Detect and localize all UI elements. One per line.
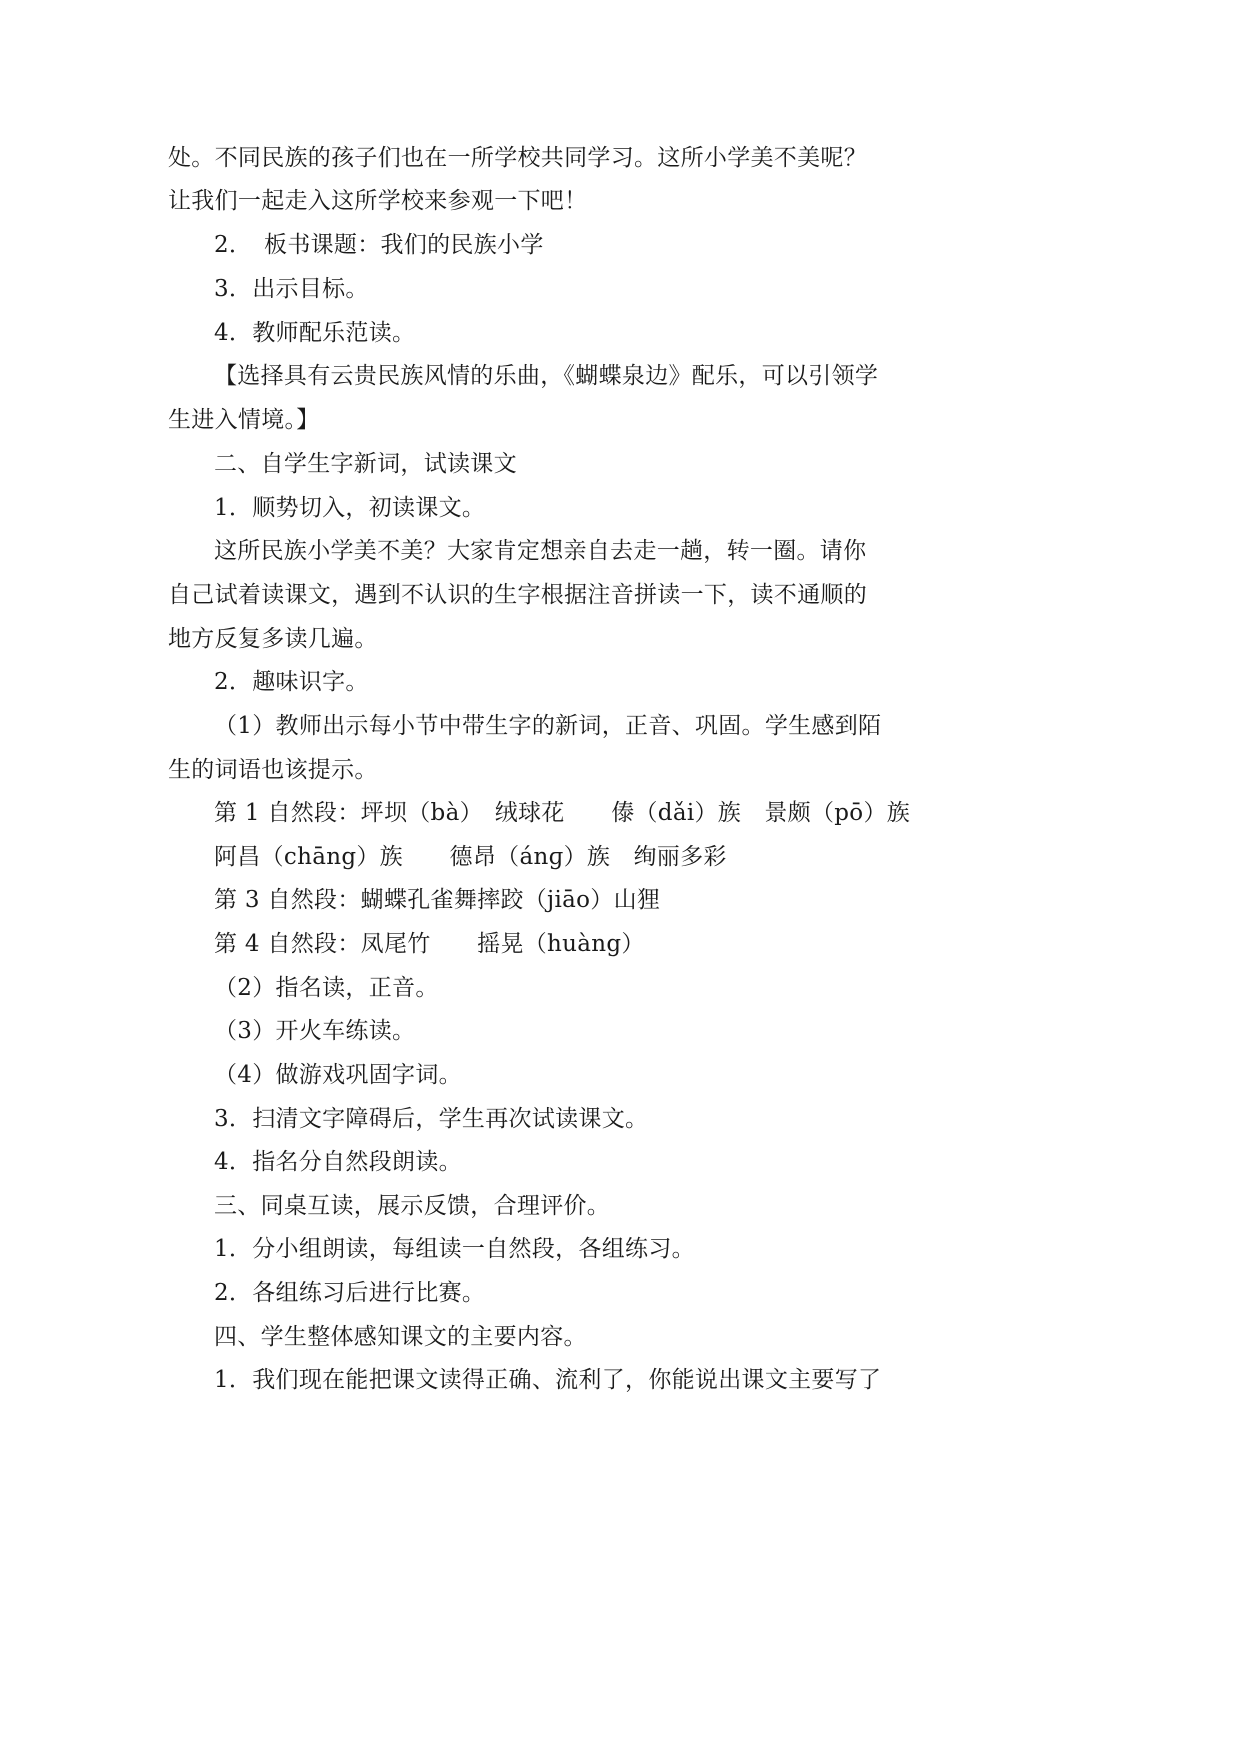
text-line: 生进入情境。】 [168, 407, 320, 433]
section-heading: 三、同桌互读，展示反馈，合理评价。 [214, 1193, 611, 1219]
section-heading: 二、自学生字新词，试读课文 [214, 451, 517, 477]
text-line: 3．出示目标。 [214, 276, 369, 302]
text-line: 阿昌（chāng）族 德昂（ánɡ）族 绚丽多彩 [214, 844, 727, 870]
text-line: 这所民族小学美不美？大家肯定想亲自去走一趟，转一圈。请你 [214, 538, 867, 564]
text-line: 第 3 自然段：蝴蝶孔雀舞摔跤（jiāo）山狸 [214, 887, 661, 913]
text-line: 2．趣味识字。 [214, 669, 369, 695]
section-heading: 四、学生整体感知课文的主要内容。 [214, 1324, 587, 1350]
text-line: 生的词语也该提示。 [168, 757, 378, 783]
text-line: 自己试着读课文，遇到不认识的生字根据注音拼读一下，读不通顺的 [168, 582, 867, 608]
text-line: 4．教师配乐范读。 [214, 320, 416, 346]
text-line: 第 4 自然段：凤尾竹 摇晃（huàng） [214, 931, 645, 957]
text-line: （3）开火车练读。 [214, 1018, 416, 1044]
text-line: 1．顺势切入，初读课文。 [214, 495, 486, 521]
text-line: 处。不同民族的孩子们也在一所学校共同学习。这所小学美不美呢？ [168, 145, 867, 171]
text-line: 让我们一起走入这所学校来参观一下吧！ [168, 188, 588, 214]
text-line: （4）做游戏巩固字词。 [214, 1062, 462, 1088]
text-line: 【选择具有云贵民族风情的乐曲，《蝴蝶泉边》配乐，可以引领学 [214, 363, 879, 389]
text-line: （2）指名读，正音。 [214, 975, 439, 1001]
text-line: 3．扫清文字障碍后，学生再次试读课文。 [214, 1106, 649, 1132]
text-line: 1．我们现在能把课文读得正确、流利了，你能说出课文主要写了 [214, 1367, 882, 1393]
text-line: 2． 板书课题：我们的民族小学 [214, 232, 544, 258]
text-line: （1）教师出示每小节中带生字的新词，正音、巩固。学生感到陌 [214, 713, 882, 739]
text-line: 4．指名分自然段朗读。 [214, 1149, 462, 1175]
text-line: 第 1 自然段：坪坝（bà） 绒球花 傣（dǎi）族 景颇（pō）族 [214, 800, 911, 826]
text-line: 地方反复多读几遍。 [168, 626, 378, 652]
text-line: 2．各组练习后进行比赛。 [214, 1280, 486, 1306]
text-line: 1．分小组朗读，每组读一自然段，各组练习。 [214, 1236, 695, 1262]
